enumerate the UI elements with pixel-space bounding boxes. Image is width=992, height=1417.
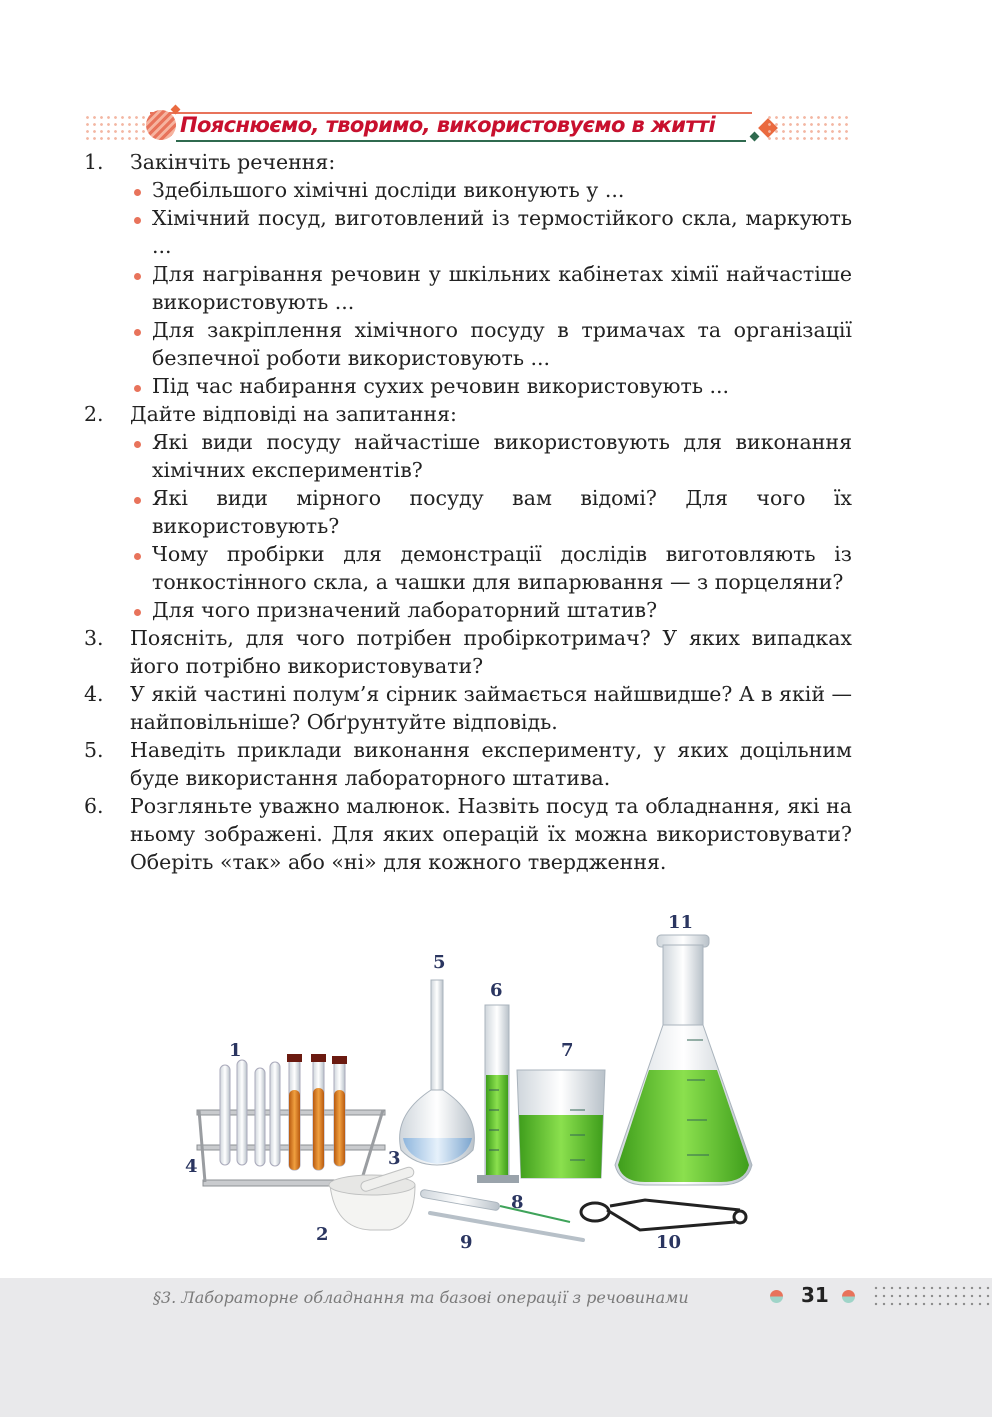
bullet-icon: [130, 428, 152, 484]
question-text: Поясніть, для чого потрібен пробіркотримач? У яких випадках його потрібно використовувати?: [130, 626, 852, 678]
question-item: [84, 400, 852, 428]
bullet-text: Які види посуду найчастіше використовують для виконання хімічних експериментів?: [152, 430, 852, 482]
bullet-text: Для чого призначений лабораторний штатив?: [152, 598, 658, 622]
figure-label: 2: [316, 1224, 329, 1245]
beaker: [517, 1070, 605, 1178]
lab-equipment-illustration: [175, 910, 795, 1260]
question-number: 6.: [84, 794, 104, 818]
figure-label: 6: [490, 980, 503, 1001]
page-number: 31: [801, 1283, 829, 1307]
header-line-bottom: [176, 140, 746, 142]
figure-label: 1: [229, 1040, 242, 1061]
bullet-item: [130, 204, 852, 260]
bullet-item: [130, 484, 852, 540]
bullet-item: [130, 260, 852, 316]
bullet-icon: [130, 596, 152, 624]
question-number: 1.: [84, 150, 104, 174]
figure-label: 8: [511, 1192, 524, 1213]
questions-list: [84, 148, 852, 876]
bullet-text: Хімічний посуд, виготовлений із термостійкого скла, маркують ...: [152, 206, 852, 258]
bullet-text: Для нагрівання речовин у шкільних кабінетах хімії найчастіше використовують ...: [152, 262, 852, 314]
question-item: [84, 624, 852, 680]
bullet-icon: [130, 372, 152, 400]
question-text: Дайте відповіді на запитання:: [130, 402, 457, 426]
question-number: 4.: [84, 682, 104, 706]
figure-label: 5: [433, 952, 446, 973]
bullet-item: [130, 176, 852, 204]
bullet-item: [130, 596, 852, 624]
test-tube-rack: [197, 1054, 385, 1186]
figure-label: 9: [460, 1232, 473, 1253]
bullet-text: Для закріплення хімічного посуду в тримачах та організації безпечної роботи використовують ...: [152, 318, 852, 370]
bullet-icon: [130, 176, 152, 204]
question-number: 3.: [84, 626, 104, 650]
bullet-icon: [130, 484, 152, 540]
bullet-item: [130, 372, 852, 400]
bullet-text: Які види мірного посуду вам відомі? Для чого їх використовують?: [152, 486, 852, 538]
bullet-text: Під час набирання сухих речовин використовують ...: [152, 374, 730, 398]
bullet-icon: [130, 540, 152, 596]
decor-dots: [84, 114, 148, 140]
figure-label: 11: [668, 912, 694, 933]
question-item: [84, 148, 852, 176]
glass-rod: [430, 1213, 583, 1240]
figure-label: 7: [561, 1040, 574, 1061]
question-item: [84, 792, 852, 876]
decor-dots: [872, 1284, 992, 1310]
bullet-icon: [130, 260, 152, 316]
erlenmeyer-flask: [615, 935, 752, 1185]
bullet-text: Чому пробірки для демонстрації дослідів виготовляють із тонкостінного скла, а чашки для випарювання — з порцеляни?: [152, 542, 852, 594]
striped-circle-icon: [146, 110, 176, 140]
test-tube-holder: [581, 1200, 746, 1230]
footer-chapter-title: §3. Лабораторне обладнання та базові операції з речовинами: [153, 1288, 689, 1307]
section-title: Пояснюємо, творимо, використовуємо в житті: [180, 113, 716, 137]
figure-label: 3: [388, 1148, 401, 1169]
volumetric-flask: [400, 980, 475, 1165]
question-item: [84, 680, 852, 736]
question-number: 5.: [84, 738, 104, 762]
bullet-item: [130, 540, 852, 596]
decor-dot-icon: [770, 1290, 783, 1303]
question-text: Закінчіть речення:: [130, 150, 336, 174]
decor-dot-icon: [842, 1290, 855, 1303]
mortar-and-pestle: [329, 1166, 415, 1230]
figure-label: 10: [656, 1232, 682, 1253]
page-footer: [0, 1278, 992, 1417]
figure-label: 4: [185, 1156, 198, 1177]
diamond-small-icon: [750, 132, 760, 142]
question-text: У якій частині полум’я сірник займається найшвидше? А в якій — найповільніше? Обґрунтуйте відповідь.: [130, 682, 852, 734]
graduated-cylinder: [477, 1005, 519, 1183]
bullet-item: [130, 316, 852, 372]
section-header: [84, 104, 852, 148]
bullet-text: Здебільшого хімічні досліди виконують у ...: [152, 178, 625, 202]
bullet-icon: [130, 316, 152, 372]
bullet-icon: [130, 204, 152, 260]
decor-dots: [766, 114, 852, 140]
question-item: [84, 736, 852, 792]
question-text: Наведіть приклади виконання експерименту, у яких доцільним буде використання лабораторного штатива.: [130, 738, 852, 790]
question-number: 2.: [84, 402, 104, 426]
question-text: Розгляньте уважно малюнок. Назвіть посуд та обладнання, які на ньому зображені. Для яких операцій їх можна використовувати? Оберіть «так» або «ні» для кожного твердження.: [130, 794, 852, 874]
bullet-item: [130, 428, 852, 484]
